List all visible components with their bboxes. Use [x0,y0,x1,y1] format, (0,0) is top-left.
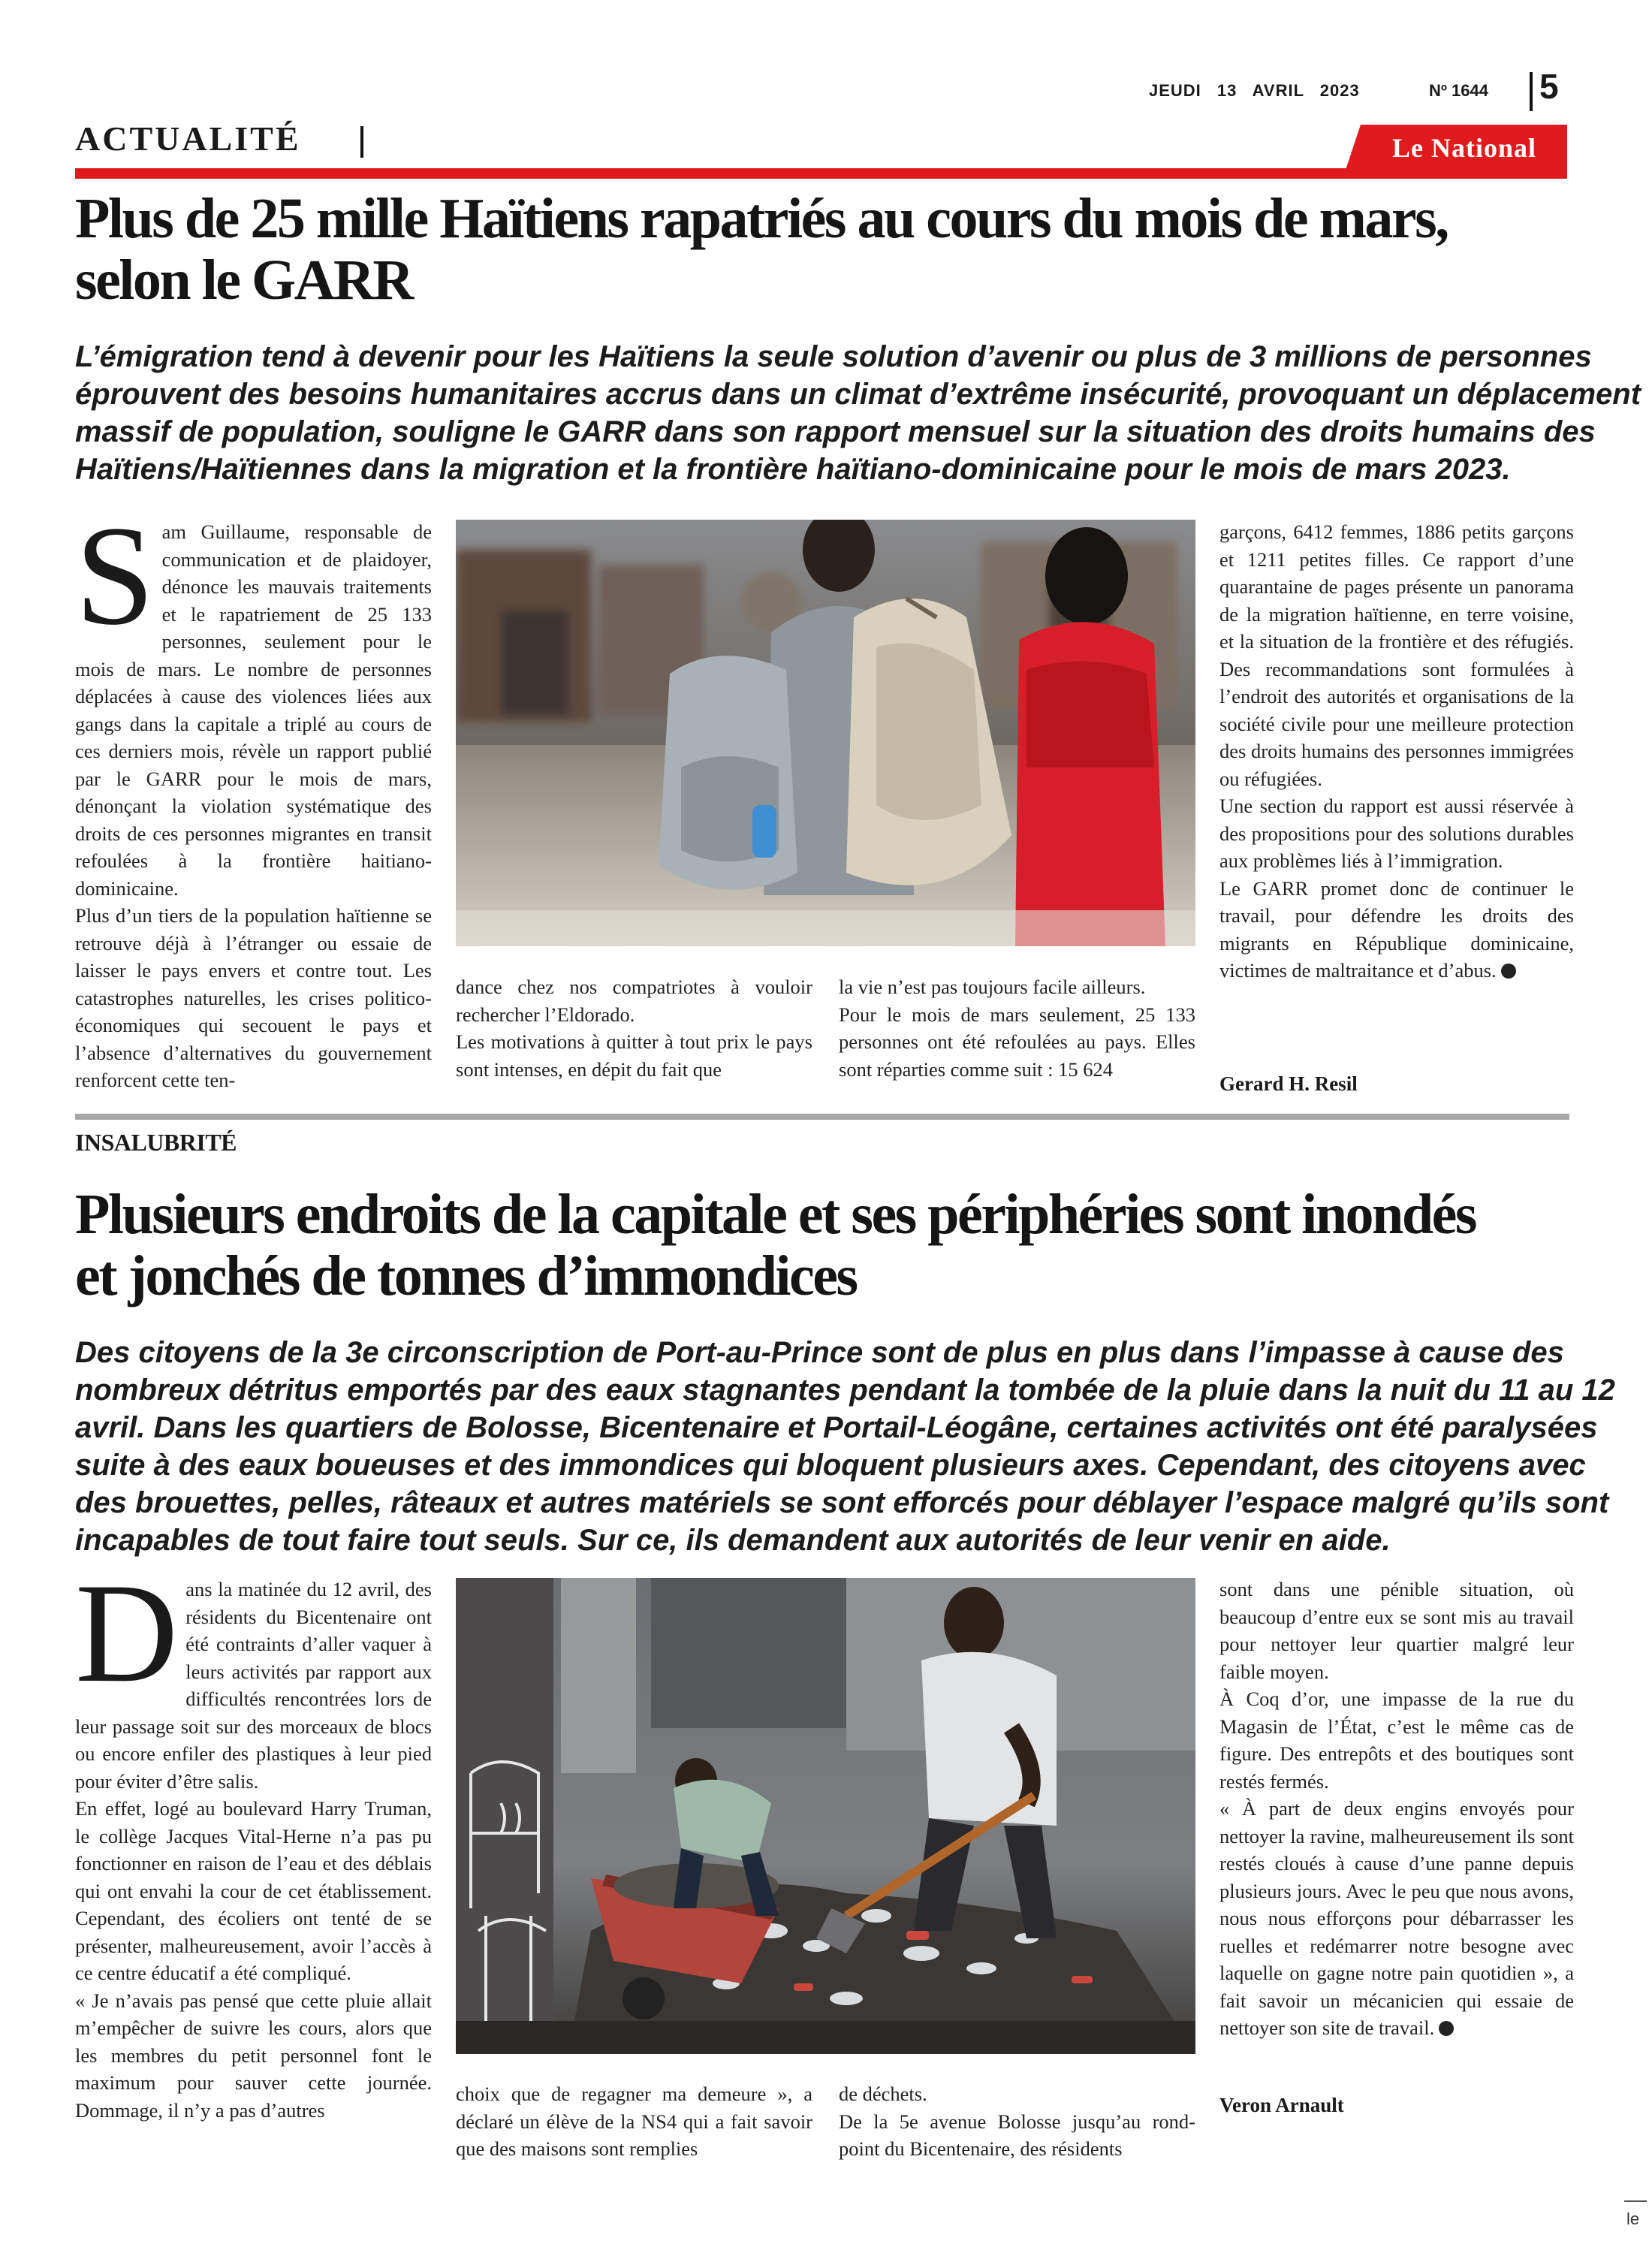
article2-deck [75,1334,1615,1559]
article2-paragraph [1219,1795,1574,2042]
article2-deck-line6: incapables de tout faire tout seuls. Sur ce, ils demandent aux autorités de leur venir en aide. [75,1524,1391,1557]
article2-deck-line5: des brouettes, pelles, râteaux et autres matériels se sont efforcés pour déblayer l’espace malgré qu’ils sont [75,1486,1609,1519]
article1-paragraph-text: Le GARR promet donc de continuer le travail, pour défendre les droits des migrants en République dominicaine, victimes de maltraitance et d’abus. [1219,876,1574,982]
article2-headline-line1: Plusieurs endroits de la capitale et ses périphéries sont inondés [75,1183,1476,1246]
article1-deck [75,338,1641,488]
issue-number: Nº 1644 [1429,81,1488,100]
end-of-article-icon [1439,2021,1454,2036]
migrants-photo-image [456,520,1195,946]
article1-column-4 [1219,518,1574,985]
article-divider-rule [75,1114,1569,1120]
article2-column-2 [456,2080,812,2163]
article1-column-2 [456,973,812,1083]
article1-paragraph: la vie n’est pas toujours facile ailleurs. [839,976,1146,998]
article2-paragraph: À Coq d’or, une impasse de la rue du Magasin de l’État, c’est le même cas de figure. Des entrepôts et des boutiques sont restés fermés. [1219,1687,1574,1793]
article2-paragraph: sont dans une pénible situation, où beaucoup d’entre eux se sont mis au travail pour nettoyer leur quartier malgré leur faible moyen. [1219,1578,1574,1683]
page-number: 5 [1539,67,1559,106]
article2-paragraph: En effet, logé au boulevard Harry Truman, le collège Jacques Vital-Herne n’a pas pu fonctionner en raison de l’eau et des déblais qui ont envahi la cour de cet établissement. Cependant, des écoliers ont tenté de se présenter, malheureusement, avoir l’accès à ce centre éducatif a été compliqué. [75,1797,432,1984]
article2-dropcap: D [75,1555,179,1712]
page-number-divider [1530,72,1533,111]
issue-date: JEUDI 13 AVRIL 2023 [1149,81,1360,100]
article2-headline [75,1184,1577,1307]
footer-corner-text: le [1626,2209,1640,2228]
article1-headline-line1: Plus de 25 mille Haïtiens rapatriés au cours du mois de mars, [75,187,1448,250]
migrants-photo [456,520,1195,946]
article1-column-3 [839,973,1195,1083]
article2-paragraph: choix que de regagner ma demeure », a déclaré un élève de la NS4 qui a fait savoir que des maisons sont remplies [456,2083,812,2160]
article1-deck-line4: Haïtiens/Haïtiennes dans la migration et la frontière haïtiano-dominicaine pour le mois de mars 2023. [75,453,1511,486]
article2-deck-line3: avril. Dans les quartiers de Bolosse, Bicentenaire et Portail-Léogâne, certaines activités ont été paralysées [75,1411,1598,1444]
footer-rule [1624,2200,1647,2202]
section-label-divider [360,126,363,158]
article2-headline-line2: et jonchés de tonnes d’immondices [75,1244,857,1307]
article1-deck-line2: éprouvent des besoins humanitaires accrus dans un climat d’extrême insécurité, provoquant un déplacement [75,378,1641,411]
article2-deck-line1: Des citoyens de la 3e circonscription de Port-au-Prince sont de plus en plus dans l’impasse à cause des [75,1336,1564,1369]
end-of-article-icon [1501,964,1516,979]
article1-paragraph: garçons, 6412 femmes, 1886 petits garçons et 1211 petites filles. Ce rapport d’une quarantaine de pages présente un panorama de la migration haïtienne, en terre voisine, et la situation de la frontière et des réfugiés. Des recommandations sont formulées à l’endroit des autorités et organisations de la société civile pour une meilleure protection des droits humains des personnes immigrées ou réfugiées. [1219,520,1574,790]
article2-paragraph: De la 5e avenue Bolosse jusqu’au rond-point du Bicentenaire, des résidents [839,2110,1195,2160]
header-red-rule [75,168,1567,179]
article1-column-1 [75,497,432,1094]
article2-paragraph: « Je n’avais pas pensé que cette pluie allait m’empêcher de suivre les cours, alors que les membres du petit personnel font le maximum pour sauver cette journée. Dommage, il n’y a pas d’autres [75,1989,432,2122]
article1-paragraph [1219,875,1574,985]
article1-paragraph: am Guillaume, responsable de communication et de plaidoyer, dénonce les mauvais traitements et le rapatriement de 25 133 personnes, seulement pour le mois de mars. Le nombre de personnes déplacées à cause des violences liées aux gangs dans la capitale a triplé au cours de ces derniers mois, révèle un rapport publié par le GARR pour le mois de mars, dénonçant la violation systématique des droits de ces personnes migrantes en transit refoulées à la frontière haitiano-dominicaine. [75,520,432,900]
article1-dropcap: S [75,497,155,655]
cleanup-photo-image [456,1578,1195,2054]
article1-paragraph: Une section du rapport est aussi réservée à des propositions pour des solutions durables aux problèmes liés à l’immigration. [1219,795,1574,872]
article2-byline: Veron Arnault [1219,2094,1344,2116]
article1-paragraph: dance chez nos compatriotes à vouloir rechercher l’Eldorado. [456,976,812,1026]
article2-column-4 [1219,1576,1574,2042]
article2-column-1 [75,1555,432,2124]
article1-paragraph: Pour le mois de mars seulement, 25 133 personnes ont été refoulées au pays. Elles sont réparties comme suit : 15 624 [839,1003,1195,1081]
article1-deck-line3: massif de population, souligne le GARR dans son rapport mensuel sur la situation des droits humains des [75,415,1596,448]
article2-paragraph-text: « À part de deux engins envoyés pour nettoyer la ravine, malheureusement ils sont restés cloués à cause d’une panne depuis plusieurs jours. Avec le peu que nous avons, nous nous efforçons pour débarrasser les ruelles et redémarrer notre besogne avec laquelle on gagne notre pain quotidien », a fait savoir un mécanicien qui essaie de nettoyer son site de travail. [1219,1797,1574,2039]
article2-deck-line2: nombreux détritus emportés par des eaux stagnantes pendant la tombée de la pluie dans la nuit du 11 au 12 [75,1374,1615,1407]
article2-deck-line4: suite à des eaux boueuses et des immondices qui bloquent plusieurs axes. Cependant, des citoyens avec [75,1449,1586,1482]
article2-paragraph: ans la matinée du 12 avril, des résidents du Bicentenaire ont été contraints d’aller vaquer à leurs activités par rapport aux difficultés rencontrées lors de leur passage soit sur des morceaux de blocs ou encore enfiler des plastiques à leur pied pour éviter d’être salis. [75,1578,432,1793]
article1-paragraph: Plus d’un tiers de la population haïtienne se retrouve déjà à l’étranger ou essaie de laisser le pays envers et contre tout. Les catastrophes naturelles, les crises politico-économiques qui secouent le pays et l’absence d’alternatives du gouvernement renforcent cette ten- [75,904,432,1091]
newspaper-brand: Le National [1391,133,1536,163]
article2-column-3 [839,2080,1195,2163]
article1-headline-line2: selon le GARR [75,249,412,312]
article2-paragraph: de déchets. [839,2083,927,2105]
article2-kicker: INSALUBRITÉ [75,1129,237,1156]
section-label: ACTUALITÉ [75,119,301,158]
article1-headline [75,188,1577,311]
article1-paragraph: Les motivations à quitter à tout prix le pays sont intenses, en dépit du fait que [456,1030,812,1081]
article1-deck-line1: L’émigration tend à devenir pour les Haïtiens la seule solution d’avenir ou plus de 3 millions de personnes [75,340,1592,373]
cleanup-photo [456,1578,1195,2054]
article1-byline: Gerard H. Resil [1219,1072,1358,1095]
